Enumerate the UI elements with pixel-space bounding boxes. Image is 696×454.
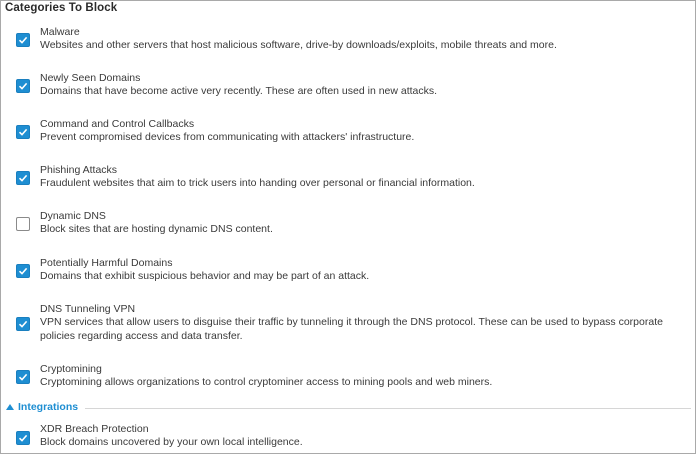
- checkmark-icon: [18, 266, 28, 276]
- malware-checkbox[interactable]: [16, 33, 30, 47]
- checkmark-icon: [18, 433, 28, 443]
- category-title: Cryptomining: [40, 363, 102, 375]
- caret-up-icon[interactable]: [6, 404, 14, 410]
- integrations-section-label[interactable]: Integrations: [18, 401, 79, 413]
- command-and-control-checkbox[interactable]: [16, 125, 30, 139]
- category-title: Phishing Attacks: [40, 164, 118, 176]
- category-title: Newly Seen Domains: [40, 72, 141, 84]
- checkmark-icon: [18, 372, 28, 382]
- category-description: Fraudulent websites that aim to trick users into handing over personal or financial information.: [40, 177, 475, 189]
- cryptomining-checkbox[interactable]: [16, 370, 30, 384]
- checkmark-icon: [18, 127, 28, 137]
- category-title: DNS Tunneling VPN: [40, 303, 136, 315]
- category-description: Domains that have become active very recently. These are often used in new attacks.: [40, 85, 438, 97]
- category-title: Malware: [40, 26, 80, 38]
- dynamic-dns-checkbox[interactable]: [16, 217, 30, 231]
- panel-heading: Categories To Block: [5, 2, 118, 14]
- xdr-breach-protection-checkbox[interactable]: [16, 431, 30, 445]
- category-description: Cryptomining allows organizations to control cryptominer access to mining pools and web miners.: [40, 376, 493, 388]
- category-description: Prevent compromised devices from communicating with attackers' infrastructure.: [40, 131, 415, 143]
- category-title: Dynamic DNS: [40, 210, 106, 222]
- checkmark-icon: [18, 319, 28, 329]
- category-description: Websites and other servers that host malicious software, drive-by downloads/exploits, mobile threats and more.: [40, 39, 557, 51]
- category-title: Potentially Harmful Domains: [40, 257, 173, 269]
- section-divider: [85, 408, 691, 409]
- category-description: VPN services that allow users to disguise their traffic by tunneling it through the DNS protocol. These can be used to bypass corporate policies regarding access and data transfer.: [40, 316, 663, 342]
- integrations-section-header[interactable]: [1, 401, 695, 415]
- checkmark-icon: [18, 81, 28, 91]
- category-title: XDR Breach Protection: [40, 423, 149, 435]
- category-description: Domains that exhibit suspicious behavior and may be part of an attack.: [40, 270, 370, 282]
- newly-seen-domains-checkbox[interactable]: [16, 79, 30, 93]
- category-description: Block sites that are hosting dynamic DNS content.: [40, 223, 273, 235]
- checkmark-icon: [18, 173, 28, 183]
- checkmark-icon: [18, 35, 28, 45]
- potentially-harmful-domains-checkbox[interactable]: [16, 264, 30, 278]
- category-title: Command and Control Callbacks: [40, 118, 195, 130]
- dns-tunneling-vpn-checkbox[interactable]: [16, 317, 30, 331]
- category-description: Block domains uncovered by your own local intelligence.: [40, 436, 303, 448]
- phishing-attacks-checkbox[interactable]: [16, 171, 30, 185]
